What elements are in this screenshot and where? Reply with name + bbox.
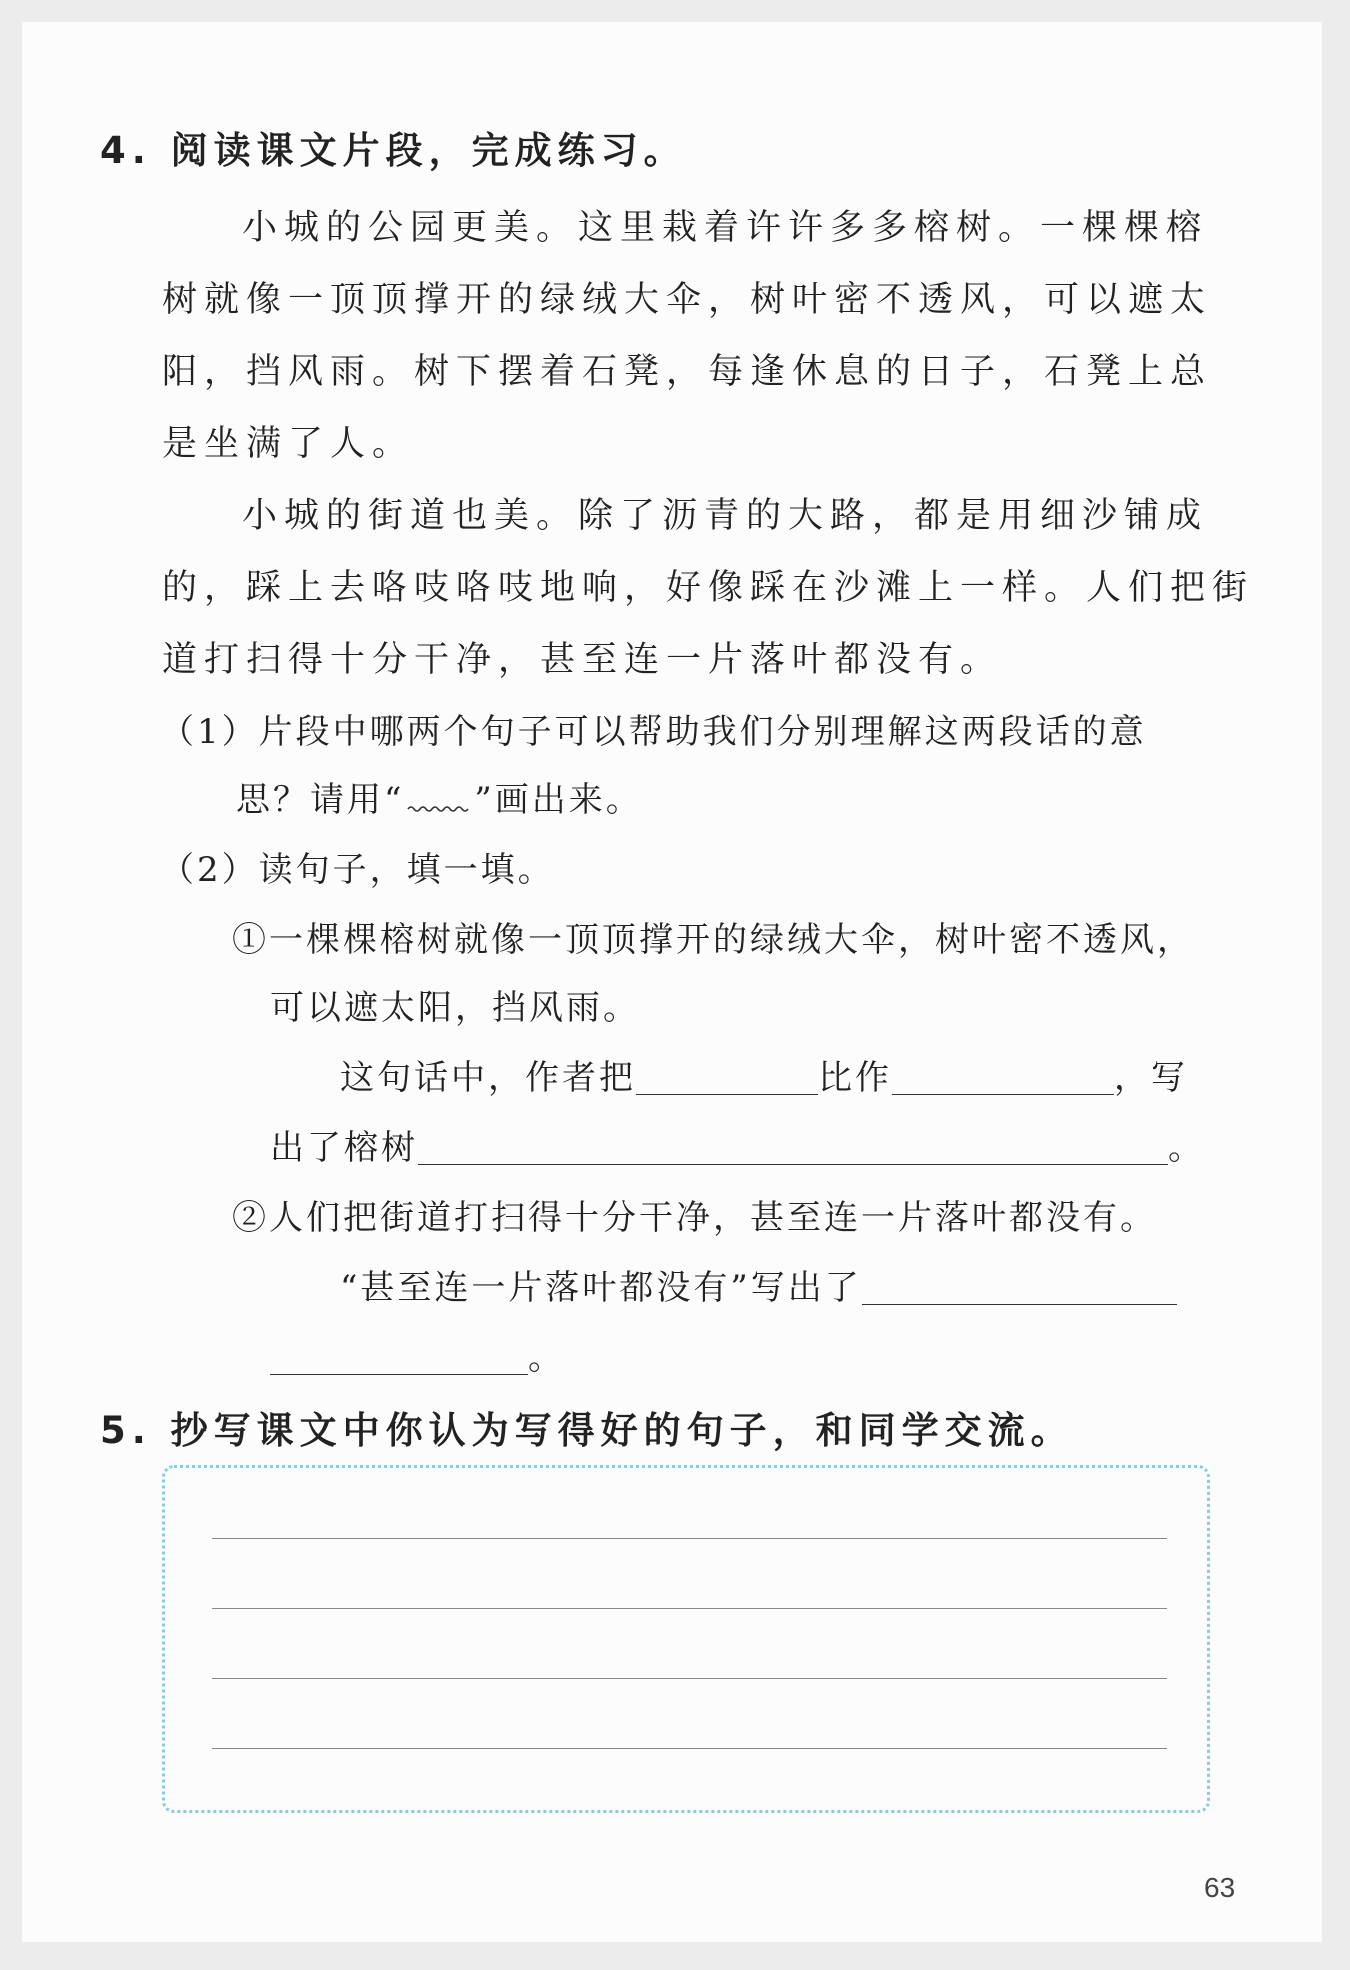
sentence-2-line-1: ②人们把街道打扫得十分干净，甚至连一片落叶都没有。 <box>232 1198 1157 1238</box>
subquestion-1-text-b: ”画出来。 <box>474 780 643 820</box>
page-number: 63 <box>1204 1872 1236 1903</box>
fill-1-text-c: ，写 <box>1114 1058 1188 1098</box>
passage-line: 树就像一顶顶撑开的绿绒大伞，树叶密不透风，可以遮太 <box>162 280 1213 320</box>
passage-line: 道打扫得十分干净，甚至连一片落叶都没有。 <box>162 640 1003 680</box>
writing-line[interactable] <box>212 1538 1167 1539</box>
subquestion-1-cont <box>236 772 643 821</box>
writing-box <box>162 1465 1210 1813</box>
fill-line-4 <box>270 1330 565 1379</box>
question-4-title: 4. 阅读课文片段，完成练习。 <box>100 129 687 172</box>
fill-2-text-b: 。 <box>1168 1128 1205 1168</box>
writing-line[interactable] <box>212 1678 1167 1679</box>
passage-line: 阳，挡风雨。树下摆着石凳，每逢休息的日子，石凳上总 <box>162 352 1213 392</box>
wavy-underline-icon <box>404 795 474 815</box>
answer-blank-3[interactable] <box>418 1134 1168 1165</box>
fill-1-text-b: 比作 <box>818 1058 892 1098</box>
sentence-1-line-1: ①一棵棵榕树就像一顶顶撑开的绿绒大伞，树叶密不透风， <box>232 920 1194 960</box>
fill-2-text-a: 出了榕树 <box>270 1128 418 1168</box>
subquestion-2: （2）读句子，填一填。 <box>160 850 555 890</box>
sentence-1-line-2: 可以遮太阳，挡风雨。 <box>270 988 640 1028</box>
fill-line-3 <box>340 1260 1177 1309</box>
passage-line: 的，踩上去咯吱咯吱地响，好像踩在沙滩上一样。人们把街 <box>162 568 1255 608</box>
passage-line: 是坐满了人。 <box>162 424 415 464</box>
fill-3-text: “甚至连一片落叶都没有”写出了 <box>340 1268 862 1308</box>
writing-line[interactable] <box>212 1748 1167 1749</box>
passage-line: 小城的公园更美。这里栽着许许多多榕树。一棵棵榕 <box>242 208 1209 248</box>
answer-blank-4[interactable] <box>862 1274 1177 1305</box>
answer-blank-2[interactable] <box>892 1064 1114 1095</box>
fill-4-text: 。 <box>528 1338 565 1378</box>
answer-blank-5[interactable] <box>270 1344 528 1375</box>
question-5-title: 5. 抄写课文中你认为写得好的句子，和同学交流。 <box>100 1409 1074 1452</box>
fill-line-1 <box>340 1050 1188 1099</box>
passage-line: 小城的街道也美。除了沥青的大路，都是用细沙铺成 <box>242 496 1209 536</box>
workbook-page <box>22 22 1322 1942</box>
fill-1-text-a: 这句话中，作者把 <box>340 1058 636 1098</box>
fill-line-2 <box>270 1120 1205 1169</box>
answer-blank-1[interactable] <box>636 1064 818 1095</box>
subquestion-1: （1）片段中哪两个句子可以帮助我们分别理解这两段话的意 <box>160 712 1147 752</box>
subquestion-1-text-a: 思？请用“ <box>236 780 405 820</box>
writing-line[interactable] <box>212 1608 1167 1609</box>
